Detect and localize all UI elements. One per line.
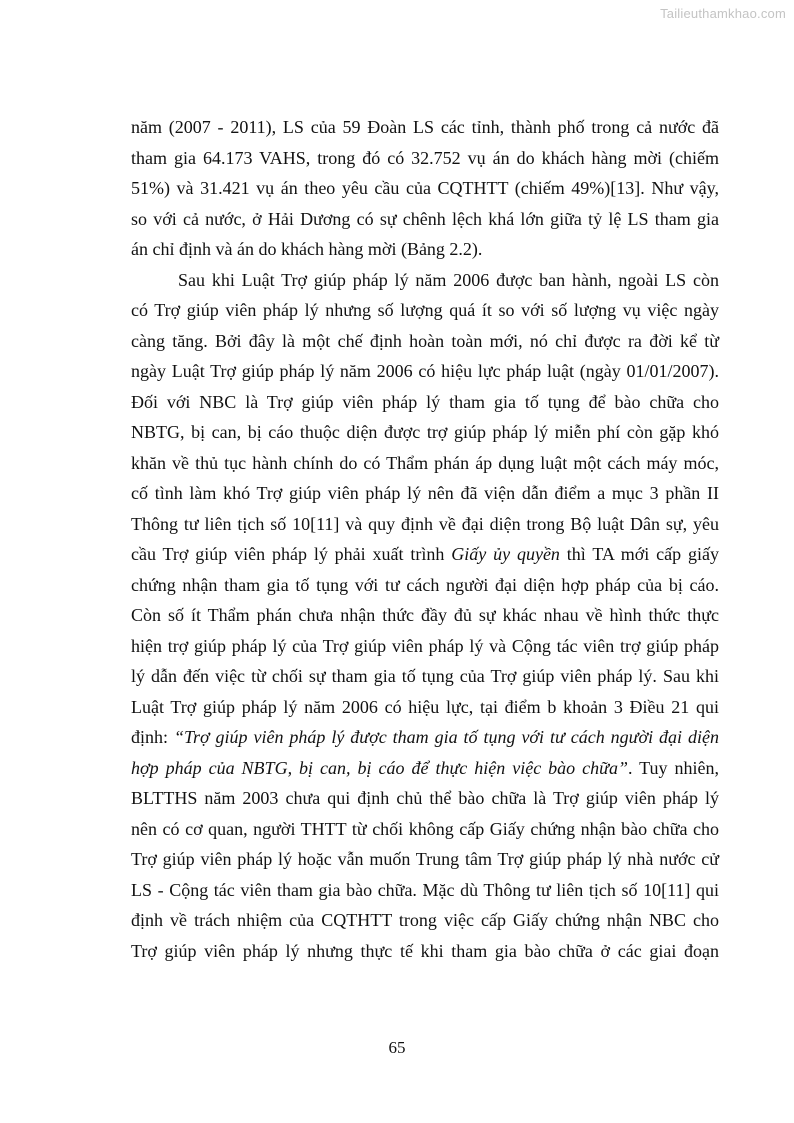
text-line: 51%) và 31.421 vụ án theo yêu cầu của CQTHTT (chiếm 49%)[13]. Như vậy, — [131, 178, 719, 198]
text-line: Thông tư liên tịch số 10[11] và quy định về đại diện trong Bộ luật Dân sự, yêu — [131, 513, 719, 534]
paragraph-1 — [131, 112, 719, 265]
text-line: càng tăng. Bởi đây là một chế định hoàn toàn mới, nó chỉ được ra đời kể từ — [131, 330, 719, 351]
text-line: LS - Cộng tác viên tham gia bào chữa. Mặc dù Thông tư liên tịch số 10[11] qui — [131, 879, 719, 900]
text-line: Đối với NBC là Trợ giúp viên pháp lý tham gia tố tụng để bào chữa cho — [131, 391, 719, 412]
text-line: cố tình làm khó Trợ giúp viên pháp lý nên đã viện dẫn điểm a mục 3 phần II — [131, 483, 719, 503]
italic-quote: hợp pháp của NBTG, bị can, bị cáo để thực hiện việc bào chữa” — [131, 757, 628, 778]
page-number: 65 — [388, 1038, 406, 1057]
text-line: tham gia 64.173 VAHS, trong đó có 32.752 vụ án do khách hàng mời (chiếm — [131, 147, 719, 168]
text-line: định về trách nhiệm của CQTHTT trong việc cấp Giấy chứng nhận NBC cho — [131, 910, 719, 930]
text-line: khăn về thủ tục hành chính do có Thẩm phán áp dụng luật một cách máy móc, — [131, 452, 719, 473]
text-line: Luật Trợ giúp pháp lý năm 2006 có hiệu lực, tại điểm b khoản 3 Điều 21 qui — [131, 696, 719, 717]
text-line — [131, 539, 719, 570]
text-line: Sau khi Luật Trợ giúp pháp lý năm 2006 được ban hành, ngoài LS còn — [178, 269, 719, 290]
text-line: Trợ giúp viên pháp lý hoặc vẫn muốn Trung tâm Trợ giúp pháp lý nhà nước cử — [131, 849, 719, 869]
italic-quote: “Trợ giúp viên pháp lý được tham gia tố tụng với tư cách người đại diện — [173, 727, 719, 747]
italic-term: Giấy ủy quyền — [451, 544, 560, 564]
text-line: nên có cơ quan, người THTT từ chối không cấp Giấy chứng nhận bào chữa cho — [131, 818, 719, 839]
text-line: Còn số ít Thẩm phán chưa nhận thức đầy đủ sự khác nhau về hình thức thực — [131, 605, 719, 625]
text-segment: . Tuy nhiên, — [627, 757, 719, 778]
paragraph-2 — [131, 265, 719, 967]
text-line: chứng nhận tham gia tố tụng với tư cách người đại diện hợp pháp của bị cáo. — [131, 574, 719, 595]
text-line: NBTG, bị can, bị cáo thuộc diện được trợ giúp pháp lý miễn phí còn gặp khó — [131, 422, 719, 442]
text-line: năm (2007 - 2011), LS của 59 Đoàn LS các tỉnh, thành phố trong cả nước đã — [131, 117, 719, 137]
text-line: có Trợ giúp viên pháp lý nhưng số lượng quá ít so với số lượng vụ việc ngày — [131, 300, 719, 320]
text-line — [131, 753, 719, 784]
text-line: ngày Luật Trợ giúp pháp lý năm 2006 có hiệu lực pháp luật (ngày 01/01/2007). — [131, 361, 719, 381]
text-line: lý dẫn đến việc từ chối sự tham gia tố tụng của Trợ giúp viên pháp lý. Sau khi — [131, 666, 719, 686]
text-line: BLTTHS năm 2003 chưa qui định chủ thể bào chữa là Trợ giúp viên pháp lý — [131, 788, 719, 808]
watermark: Tailieuthamkhao.com — [660, 6, 786, 21]
document-body — [131, 112, 719, 966]
text-segment: cầu Trợ giúp viên pháp lý phải xuất trình — [131, 544, 452, 564]
text-line: so với cả nước, ở Hải Dương có sự chênh lệch khá lớn giữa tỷ lệ LS tham gia — [131, 208, 719, 229]
text-segment: thì TA mới cấp giấy — [559, 544, 719, 564]
text-line: hiện trợ giúp pháp lý của Trợ giúp viên pháp lý và Cộng tác viên trợ giúp pháp — [131, 635, 719, 656]
text-line: án chỉ định và án do khách hàng mời (Bảng 2.2). — [131, 239, 483, 259]
text-segment: định: — [131, 727, 174, 747]
text-line — [131, 722, 719, 753]
text-line: Trợ giúp viên pháp lý nhưng thực tế khi tham gia bào chữa ở các giai đoạn — [131, 940, 719, 961]
